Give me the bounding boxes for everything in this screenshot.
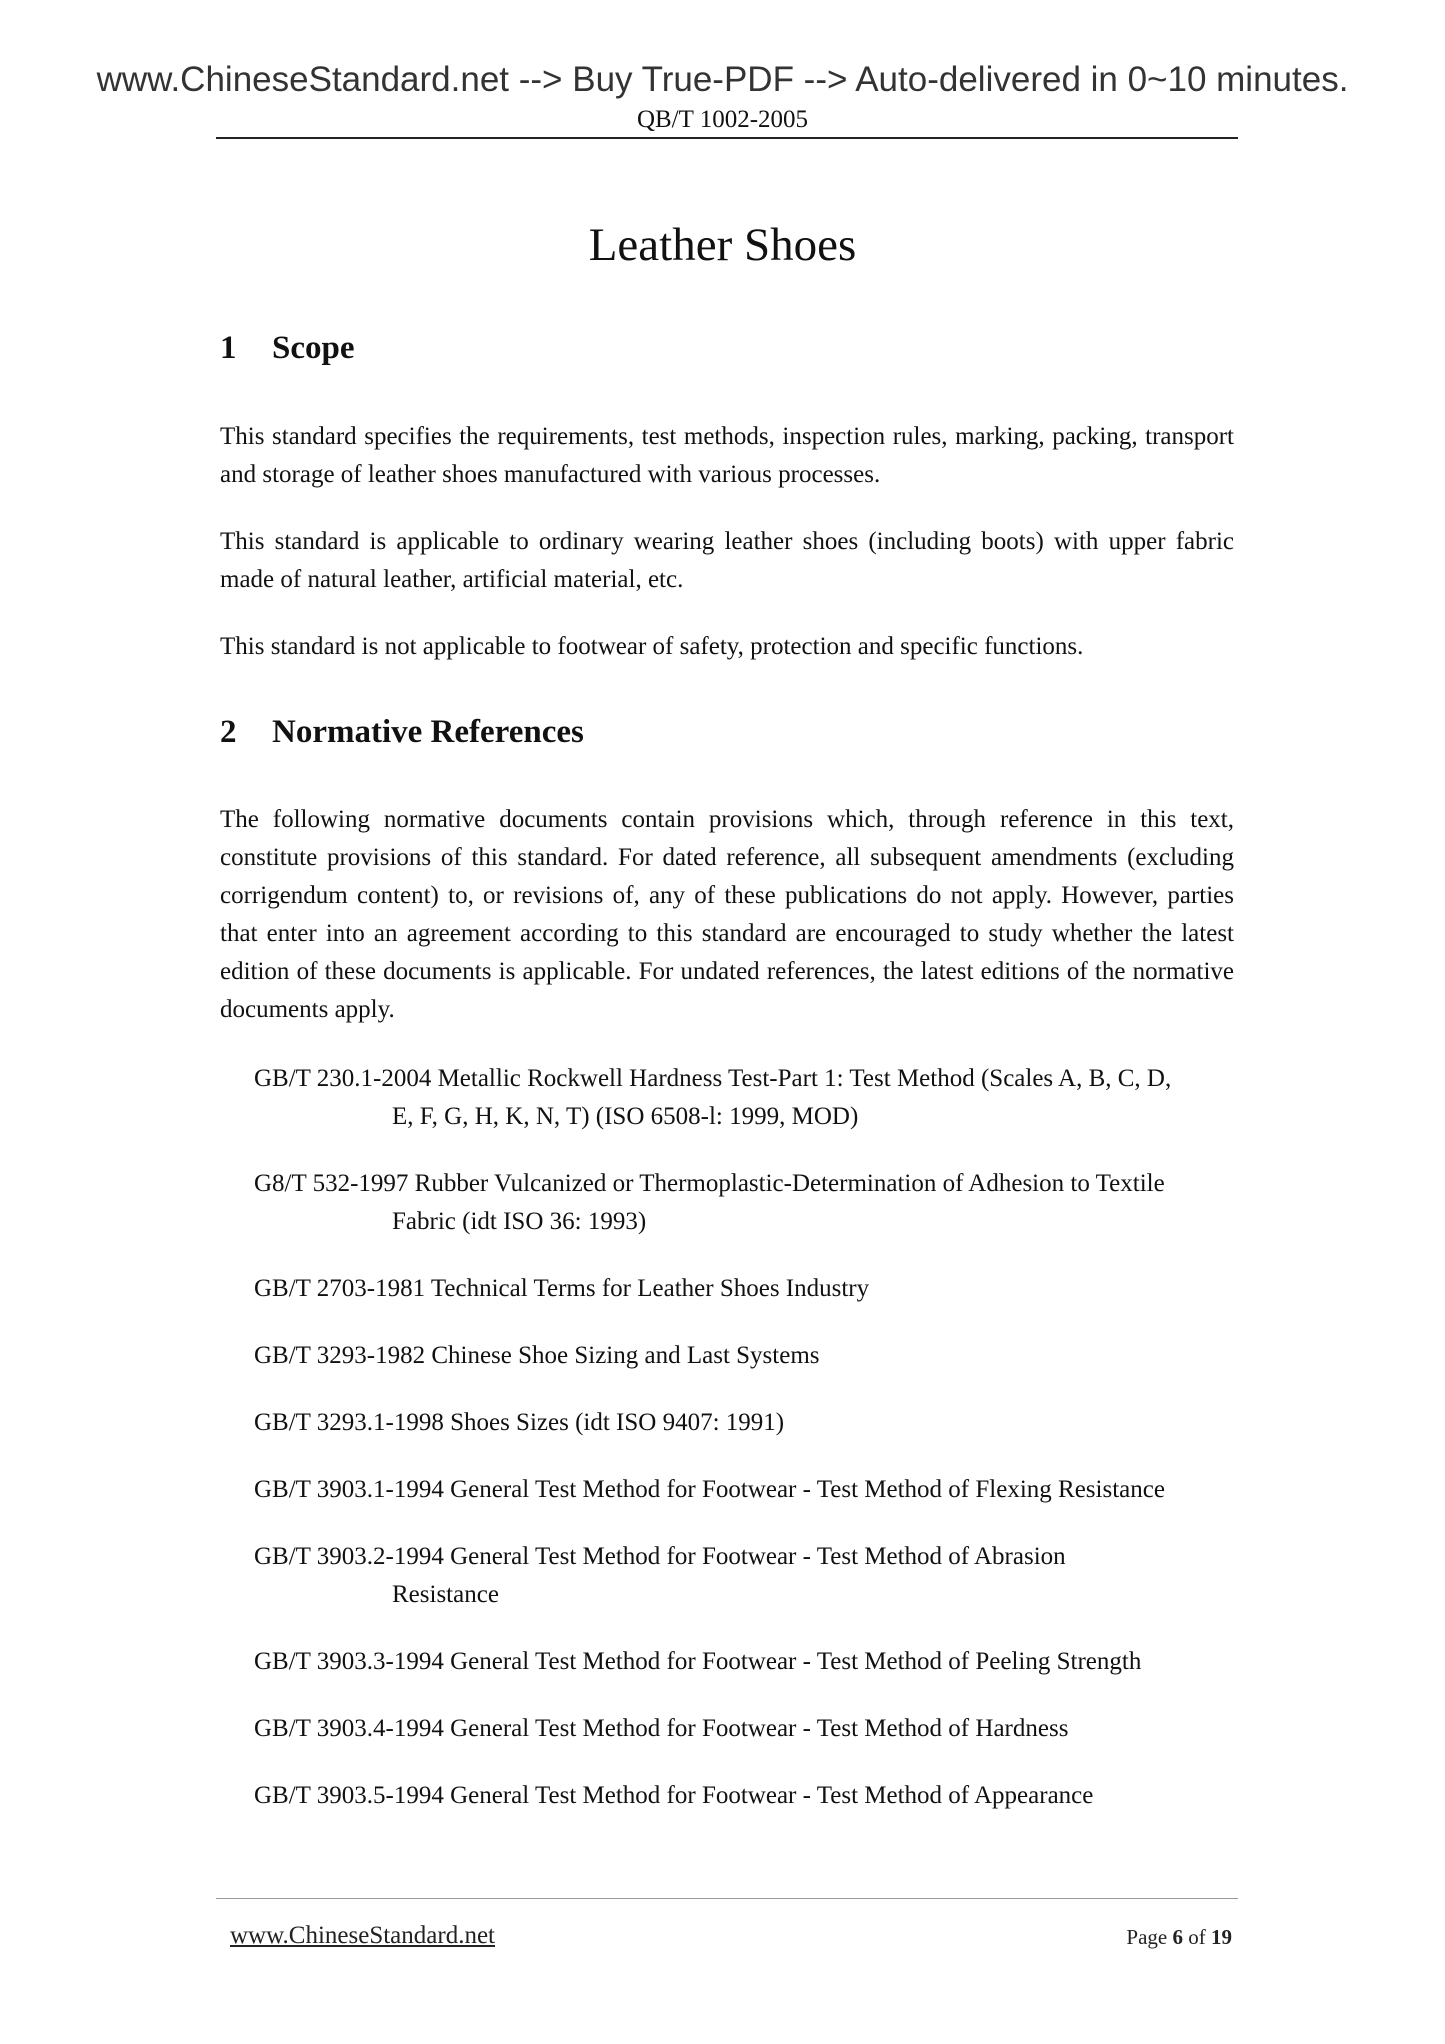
reference-item — [254, 1471, 1234, 1509]
reference-item — [254, 1643, 1234, 1681]
standard-code: QB/T 1002-2005 — [636, 106, 809, 133]
reference-continuation: E, F, G, H, K, N, T) (ISO 6508-l: 1999, MOD) — [392, 1103, 859, 1130]
section-2-number: 2 — [220, 714, 237, 750]
reference-text: GB/T 3903.4-1994 General Test Method for Footwear - Test Method of Hardness — [254, 1715, 1069, 1742]
source-banner: www.ChineseStandard.net --> Buy True-PDF --> Auto-delivered in 0~10 minutes. — [96, 60, 1349, 99]
page-of: of — [1188, 1925, 1206, 1949]
reference-text: GB/T 3903.5-1994 General Test Method for Footwear - Test Method of Appearance — [254, 1782, 1094, 1809]
page-label: Page — [1126, 1925, 1168, 1949]
reference-text: GB/T 3903.3-1994 General Test Method for Footwear - Test Method of Peeling Strength — [254, 1648, 1142, 1675]
reference-text: GB/T 3903.1-1994 General Test Method for Footwear - Test Method of Flexing Resistance — [254, 1476, 1165, 1503]
reference-item — [254, 1404, 1234, 1442]
reference-text: GB/T 3293-1982 Chinese Shoe Sizing and Last Systems — [254, 1342, 820, 1369]
section-2-heading — [220, 711, 584, 753]
reference-continuation: Fabric (idt ISO 36: 1993) — [392, 1208, 647, 1235]
reference-item — [254, 1270, 1234, 1308]
references-intro: The following normative documents contain provisions which, through reference in this text, constitute provisions of this standard. For dated reference, all subsequent amendments (excluding corrigendum content) to, or revisions of, any of these publications do not apply. However, parties that enter into an agreement according to this standard are encouraged to study whether the latest edition of these documents is applicable. For undated references, the latest editions of the normative documents apply. — [220, 806, 1234, 1023]
page-total: 19 — [1211, 1925, 1232, 1949]
reference-text: GB/T 230.1-2004 Metallic Rockwell Hardness Test-Part 1: Test Method (Scales A, B, C, D, — [254, 1065, 1172, 1092]
reference-item — [254, 1337, 1234, 1375]
section-1-number: 1 — [220, 330, 237, 366]
header-divider — [216, 137, 1238, 139]
reference-item — [254, 1710, 1234, 1748]
scope-paragraph-1: This standard specifies the requirements, test methods, inspection rules, marking, packing, transport and storage of leather shoes manufactured with various processes. — [220, 423, 1234, 488]
footer-site-link[interactable]: www.ChineseStandard.net — [230, 1922, 495, 1949]
reference-text: G8/T 532-1997 Rubber Vulcanized or Thermoplastic-Determination of Adhesion to Textile — [254, 1170, 1165, 1197]
reference-item — [254, 1538, 1234, 1614]
section-1-heading — [220, 327, 355, 369]
scope-paragraph-3: This standard is not applicable to footwear of safety, protection and specific functions. — [220, 633, 1084, 660]
page-number — [1126, 1922, 1232, 1952]
footer-divider — [216, 1898, 1238, 1899]
reference-text: GB/T 3293.1-1998 Shoes Sizes (idt ISO 9407: 1991) — [254, 1409, 785, 1436]
section-2-title: Normative References — [272, 714, 584, 750]
reference-item — [254, 1165, 1234, 1241]
reference-item — [254, 1060, 1234, 1136]
reference-text: GB/T 2703-1981 Technical Terms for Leather Shoes Industry — [254, 1275, 870, 1302]
scope-paragraph-2: This standard is applicable to ordinary wearing leather shoes (including boots) with upper fabric made of natural leather, artificial material, etc. — [220, 528, 1234, 593]
reference-item — [254, 1777, 1234, 1815]
reference-continuation: Resistance — [392, 1581, 499, 1608]
document-title: Leather Shoes — [588, 219, 857, 271]
section-1-title: Scope — [272, 330, 355, 366]
reference-text: GB/T 3903.2-1994 General Test Method for Footwear - Test Method of Abrasion — [254, 1543, 1066, 1570]
page-current: 6 — [1172, 1925, 1183, 1949]
